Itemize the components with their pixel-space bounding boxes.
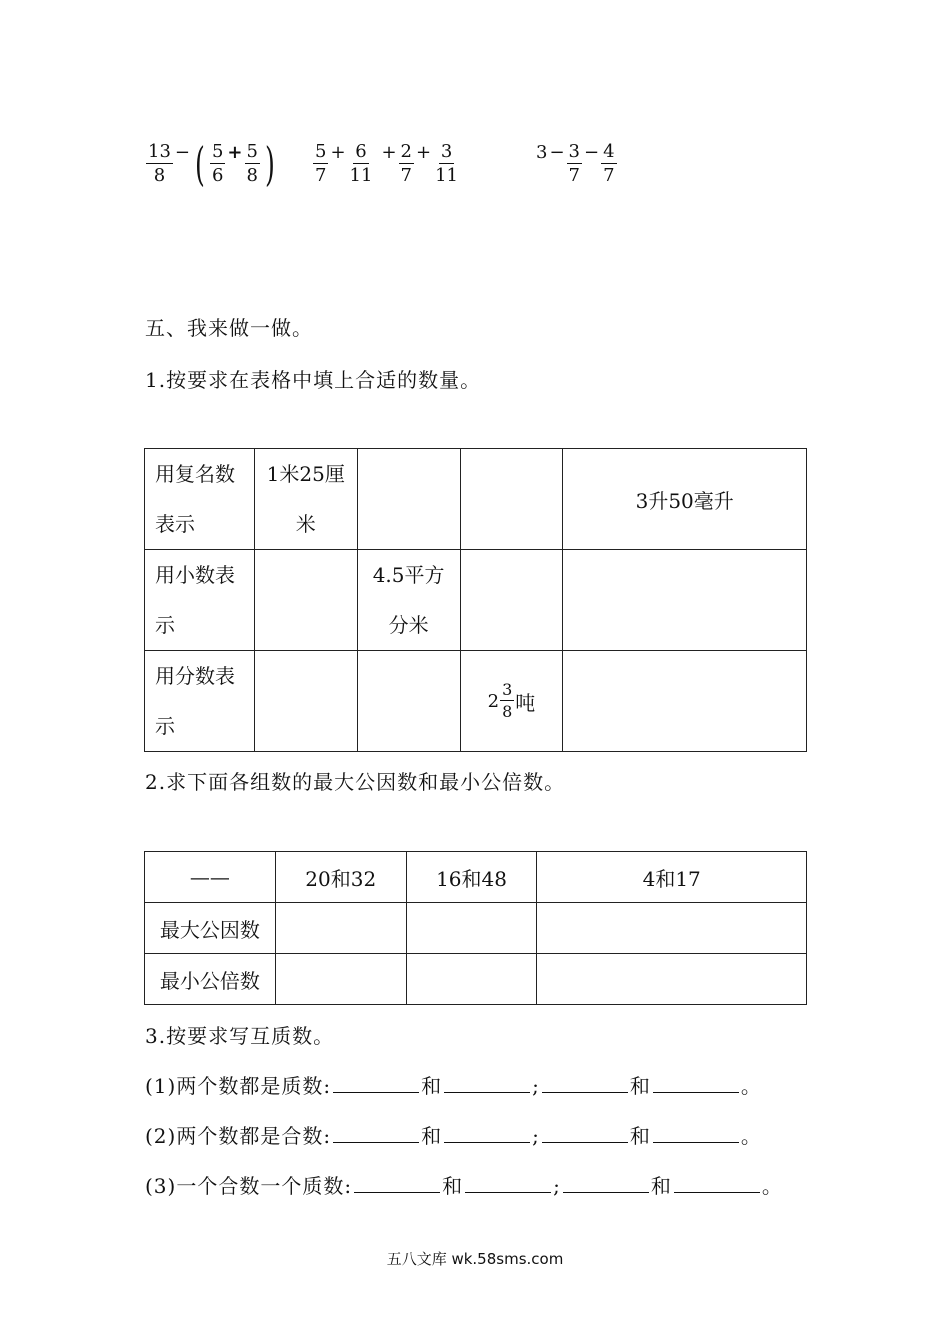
row-header: 用分数表 示 [145,651,255,752]
table-cell [406,954,537,1005]
table-cell [460,550,563,651]
answer-blank[interactable] [444,1074,530,1093]
fraction: $\frac{5}{8}$ [246,141,258,186]
table-cell [537,954,807,1005]
table-cell [537,903,807,954]
q1-title: 1.按要求在表格中填上合适的数量。 [145,368,482,392]
row-header: 最大公因数 [145,903,276,954]
fraction: $\frac{5}{6}$ [211,141,224,186]
row-header: 用小数表 示 [145,550,255,651]
table-cell [254,651,357,752]
table-cell [357,449,460,550]
minus-sign: − [549,141,565,163]
minus-sign: − [174,141,190,163]
table-cell: 3升50毫升 [563,449,807,550]
right-paren-icon: ) [264,137,275,191]
answer-blank[interactable] [465,1174,551,1193]
table-cell [460,449,563,550]
table-row [145,651,807,752]
answer-blank[interactable] [333,1074,419,1093]
fraction: $\frac{5}{7}$ [315,141,327,186]
table-row [145,954,807,1005]
left-paren-icon: ( [195,137,205,191]
expression-1 [145,138,279,190]
table-cell [460,651,563,752]
footer-watermark: 五八文库 wk.58sms.com [386,1250,564,1268]
expression-3 [535,138,618,190]
table-cell [563,550,807,651]
mixed-number: 2 $\frac{3}{8}$ 吨 [487,680,536,721]
plus-sign: + [330,141,346,163]
minus-sign: − [584,141,600,163]
table-cell [275,954,406,1005]
fraction: $\frac{2}{7}$ [400,141,412,186]
gcd-lcm-table [144,851,807,1005]
q3-item-2: (2)两个数都是合数: 和 ; 和 。 [145,1124,762,1148]
quantity-table [144,448,807,752]
plus-sign: + [416,141,432,163]
expression-2 [312,138,461,190]
table-row [145,449,807,550]
answer-blank[interactable] [333,1124,419,1143]
q2-title: 2.求下面各组数的最大公因数和最小公倍数。 [145,770,566,794]
plus-sign: + [381,141,397,163]
q3-item-1: (1)两个数都是质数: 和 ; 和 。 [145,1074,762,1098]
table-cell [563,651,807,752]
table-row [145,903,807,954]
fraction: $\frac{4}{7}$ [603,141,615,186]
section-title: 五、我来做一做。 [145,316,313,340]
answer-blank[interactable] [444,1124,530,1143]
q3-title: 3.按要求写互质数。 [145,1024,335,1048]
table-cell [357,651,460,752]
plus-sign: + [227,141,243,163]
fraction: $\frac{6}{11}$ [349,141,373,186]
table-cell [254,550,357,651]
fraction: $\frac{13}{8}$ [148,141,171,186]
fraction: $\frac{3}{7}$ [568,141,580,186]
header-cell: 16和48 [406,852,537,903]
table-cell: 4.5平方 分米 [357,550,460,651]
header-cell: —— [145,852,276,903]
fraction: $\frac{3}{8}$ [502,680,513,721]
row-header: 用复名数 表示 [145,449,255,550]
answer-blank[interactable] [542,1074,628,1093]
table-row [145,550,807,651]
answer-blank[interactable] [563,1174,649,1193]
row-header: 最小公倍数 [145,954,276,1005]
table-cell [275,903,406,954]
table-cell [406,903,537,954]
answer-blank[interactable] [542,1124,628,1143]
header-cell: 4和17 [537,852,807,903]
answer-blank[interactable] [674,1174,760,1193]
header-cell: 20和32 [275,852,406,903]
whole-number: 3 [536,141,548,163]
answer-blank[interactable] [653,1124,739,1143]
table-cell: 1米25厘 米 [254,449,357,550]
answer-blank[interactable] [354,1174,440,1193]
table-row [145,852,807,903]
answer-blank[interactable] [653,1074,739,1093]
fraction: $\frac{3}{11}$ [435,141,458,186]
q3-item-3: (3)一个合数一个质数: 和 ; 和 。 [145,1174,783,1198]
